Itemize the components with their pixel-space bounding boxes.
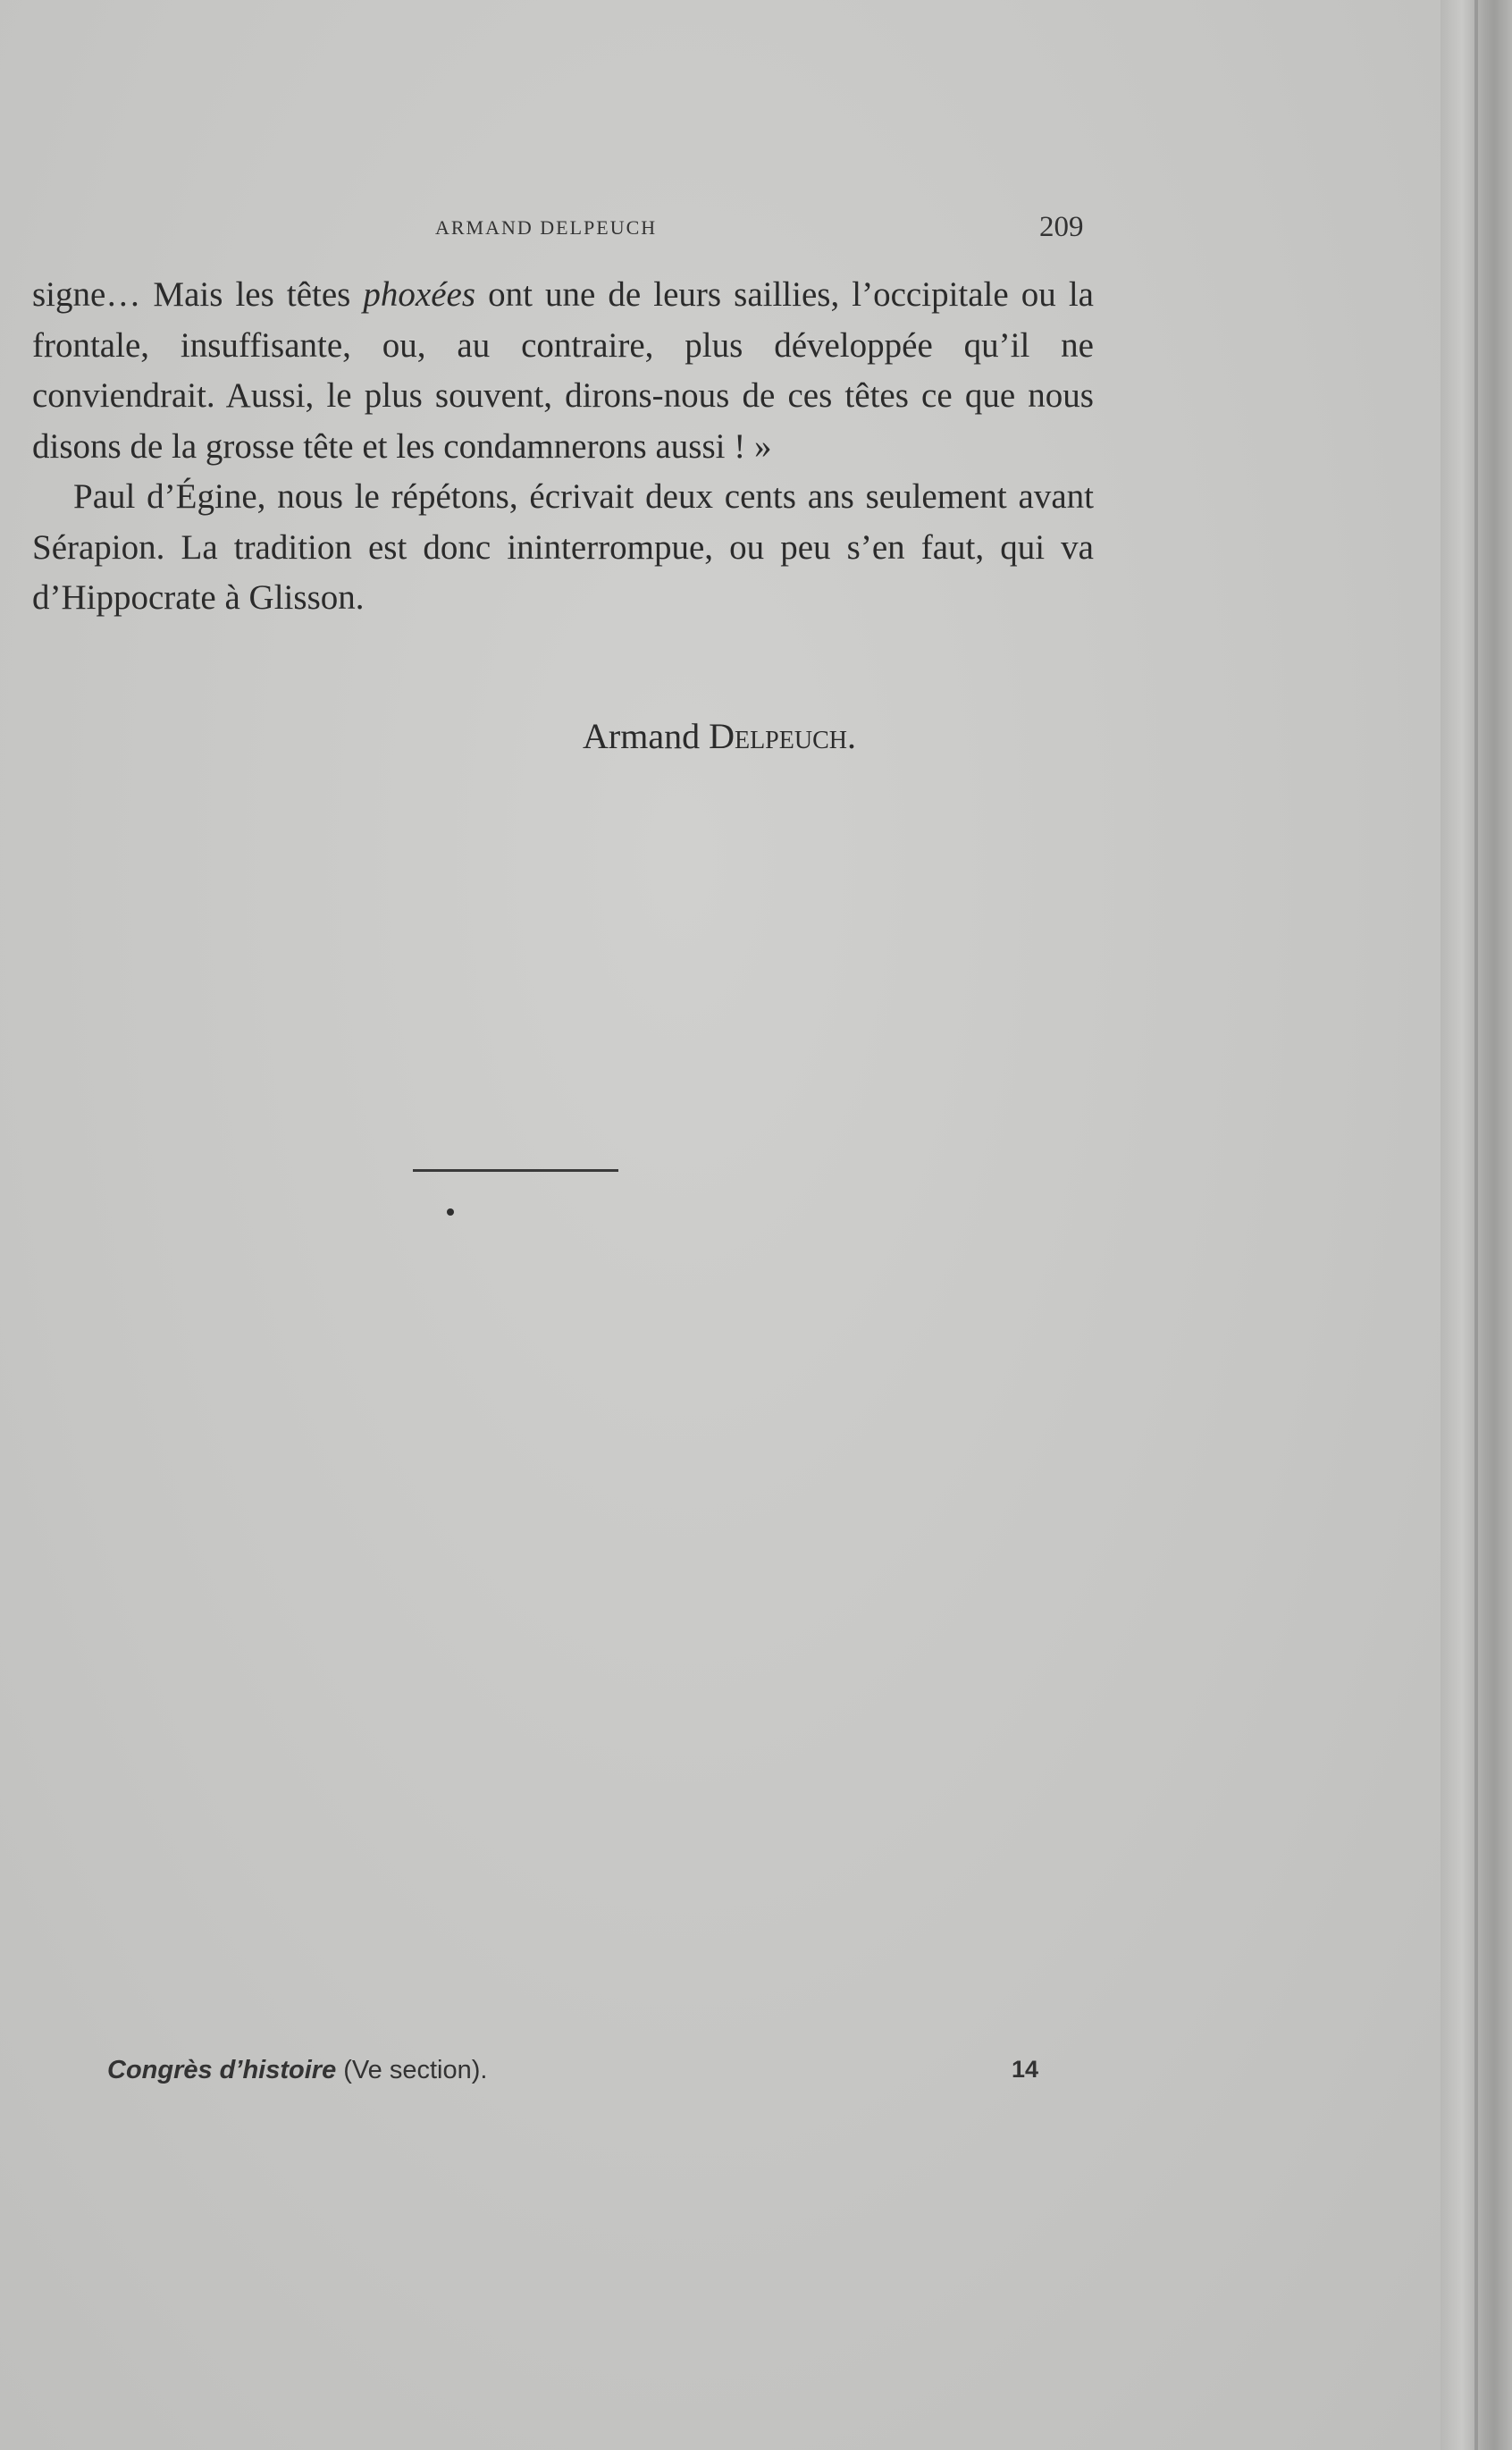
footer-source [107, 2056, 487, 2085]
author-first-name: Armand [583, 716, 710, 756]
binding-edge-line [1474, 0, 1478, 2450]
paragraph-text: ont une de leurs saillies, l’occipitale ou la frontale, insuffisante, ou, au contraire, plus développée qu’il ne conviendrait. Aussi, le plus souvent, dirons-nous de ces têtes ce que nous disons de la grosse tête et les condamnerons aussi ! » [32, 275, 1094, 466]
author-last-name: Delpeuch. [709, 716, 856, 756]
body-text [32, 270, 1094, 624]
page-footer [107, 2056, 1054, 2092]
paragraph: Paul d’Égine, nous le répétons, écrivait deux cents ans seulement avant Sérapion. La tradition est donc ininterrompue, ou peu s’en faut, qui va d’Hippocrate à Glisson. [32, 477, 1094, 617]
footer-source-section: (Ve section). [336, 2056, 488, 2084]
ink-speck [447, 1208, 454, 1216]
running-head [0, 211, 1512, 247]
paragraph-continued [32, 270, 1094, 472]
running-title: ARMAND DELPEUCH [435, 216, 658, 239]
footer-source-title: Congrès d’histoire [107, 2056, 337, 2084]
signature-mark: 14 [1012, 2056, 1039, 2083]
author-signature [583, 715, 856, 757]
paragraph-text: signe… Mais les têtes [32, 275, 364, 314]
page-number: 209 [1039, 211, 1084, 243]
end-rule [413, 1169, 618, 1172]
italic-term: phoxées [363, 275, 476, 314]
